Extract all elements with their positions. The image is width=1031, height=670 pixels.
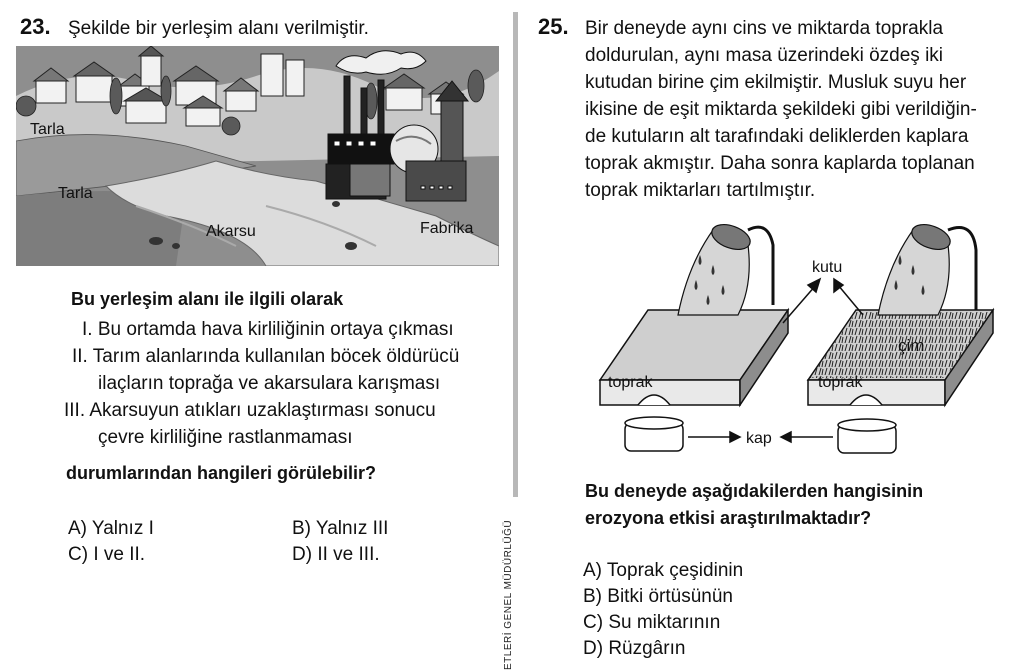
side-text: ETLERİ GENEL MÜDÜRLÜĞÜ (503, 519, 514, 670)
q25-option-d[interactable]: D) Rüzgârın (583, 638, 686, 659)
q23-option-c[interactable]: C) I ve II. (68, 544, 146, 565)
question-23-number: 23. (20, 14, 51, 39)
stem-line: toprak akmıştır. Daha sonra kaplarda toplanan (585, 153, 975, 174)
question-23-question: durumlarından hangileri görülebilir? (66, 463, 377, 483)
label-cim: çim (898, 336, 925, 355)
label-fabrika: Fabrika (420, 220, 474, 237)
shower-right (878, 220, 976, 315)
question-23-lead: Bu yerleşim alanı ile ilgili olarak (71, 289, 344, 309)
statement-3: III. Akarsuyun atıkları uzaklaştırması sonucu (64, 400, 436, 421)
q23-option-d[interactable]: D) II ve III. (292, 544, 380, 565)
statement-3-continuation: çevre kirliliğine rastlanmaması (98, 427, 353, 448)
label-akarsu: Akarsu (206, 223, 256, 240)
statement-1: I. Bu ortamda hava kirliliğinin ortaya çıkması (82, 319, 454, 340)
question-25-number: 25. (538, 14, 569, 39)
stem-line: Bir deneyde aynı cins ve miktarda toprakla (585, 18, 944, 39)
q25-option-a[interactable]: A) Toprak çeşidinin (583, 560, 744, 581)
statement-2-continuation: ilaçların toprağa ve akarsulara karışması (98, 373, 441, 394)
label-toprak-left: toprak (608, 374, 653, 391)
settlement-illustration (16, 46, 499, 266)
container-right (838, 419, 896, 453)
label-kutu: kutu (812, 259, 843, 276)
label-tarla-1: Tarla (30, 121, 65, 138)
stem-line: toprak miktarları tartılmıştır. (585, 180, 816, 201)
shower-left (678, 220, 773, 315)
stem-line: kutudan birine çim ekilmiştir. Musluk suyu her (585, 72, 967, 93)
label-tarla-2: Tarla (58, 185, 93, 202)
question-25-question-line-1: Bu deneyde aşağıdakilerden hangisinin (585, 481, 924, 501)
q23-option-b[interactable]: B) Yalnız III (292, 518, 389, 539)
question-25-question-line-2: erozyona etkisi araştırılmaktadır? (585, 508, 872, 528)
stem-line: de kutuların alt tarafındaki deliklerden kaplara (585, 126, 969, 147)
container-left (625, 417, 683, 451)
q23-option-a[interactable]: A) Yalnız I (68, 518, 154, 539)
column-divider (513, 12, 518, 497)
statement-2: II. Tarım alanlarında kullanılan böcek öldürücü (72, 346, 460, 367)
question-23-stem: Şekilde bir yerleşim alanı verilmiştir. (68, 18, 369, 39)
q25-option-c[interactable]: C) Su miktarının (583, 612, 721, 633)
q25-option-b[interactable]: B) Bitki örtüsünün (583, 586, 733, 607)
label-toprak-right: toprak (818, 374, 863, 391)
stem-line: ikisine de eşit miktarda şekildeki gibi verildiğin- (585, 99, 977, 120)
erosion-experiment-diagram (588, 215, 1008, 465)
label-kap: kap (746, 430, 772, 447)
stem-line: doldurulan, aynı masa üzerindeki özdeş iki (585, 45, 944, 66)
